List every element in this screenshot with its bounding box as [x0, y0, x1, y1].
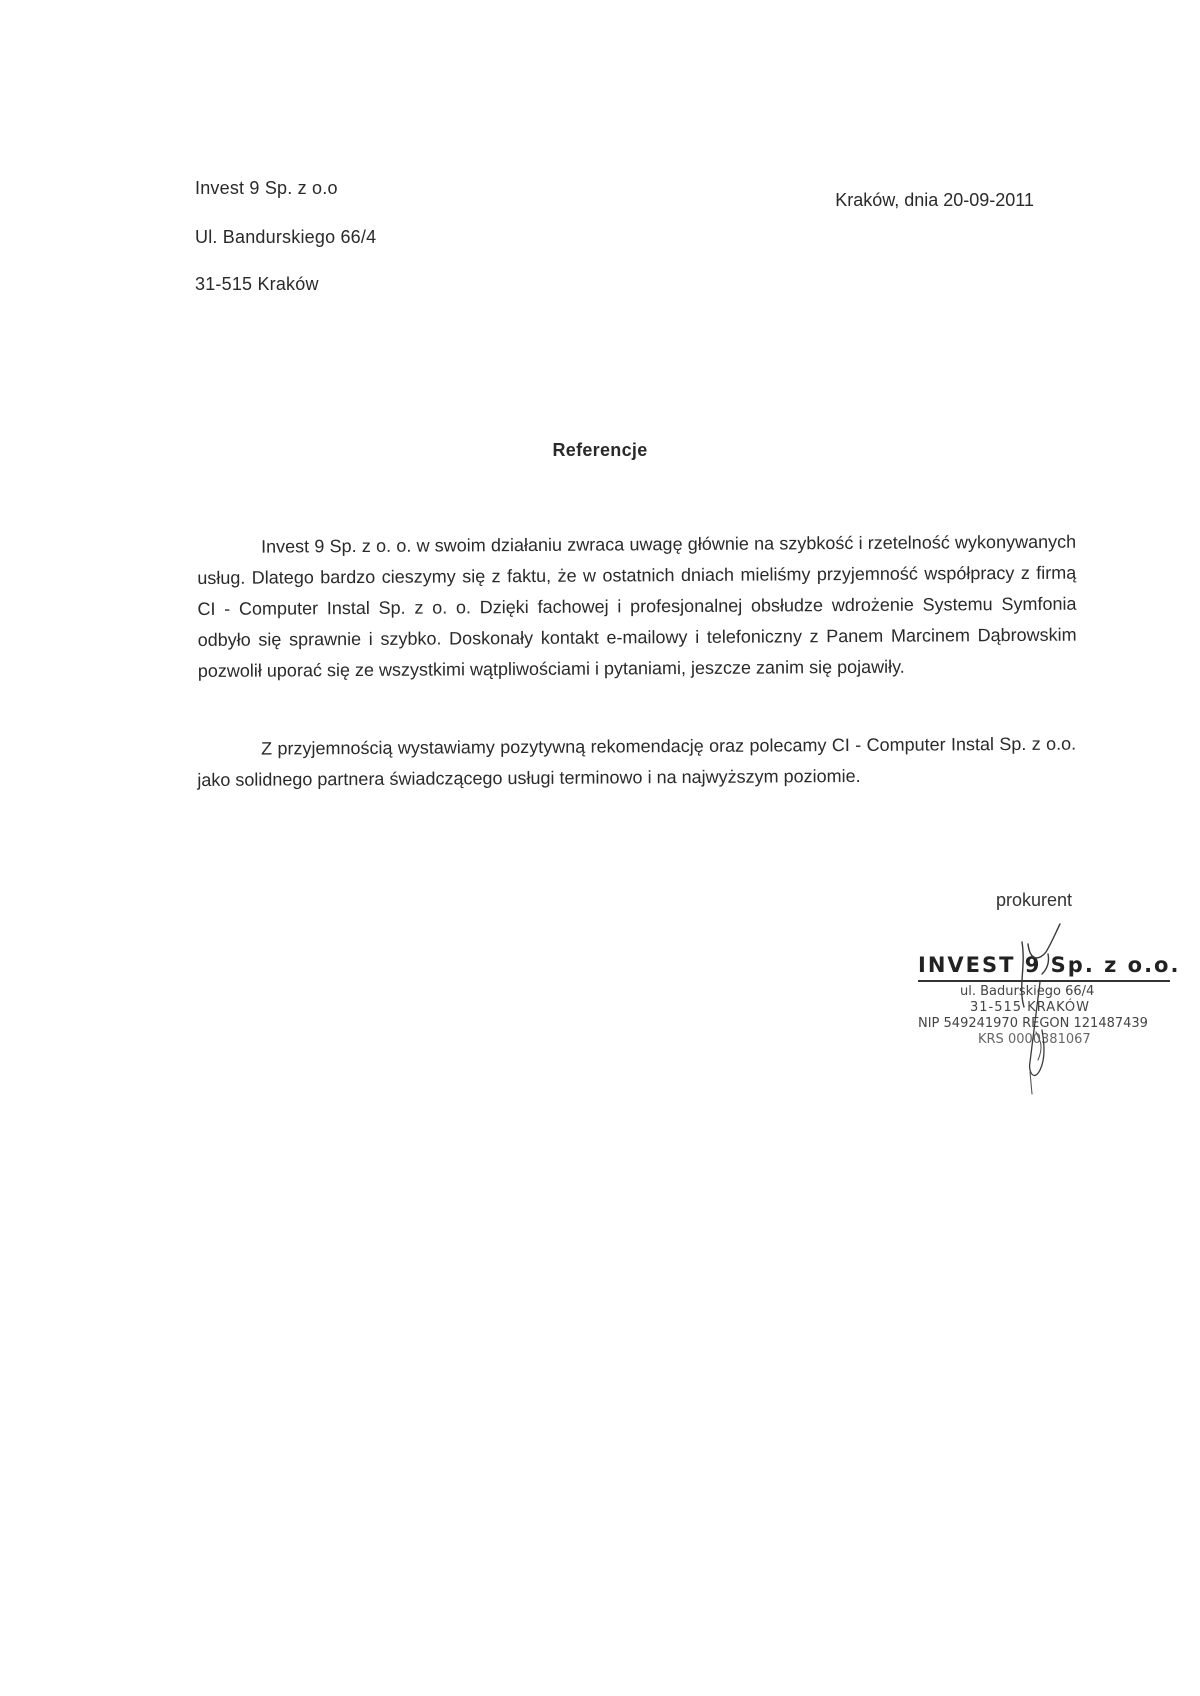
paragraph-1-text: Invest 9 Sp. z o. o. w swoim działaniu zwraca uwagę głównie na szybkość i rzetelność wykonywanych usług. Dlatego bardzo cieszymy się z faktu, że w ostatnich dniach mieliśmy przyjemność współpracy z firmą CI - Computer Instal Sp. z o. o. Dzięki fachowej i profesjonalnej obsłudze wdrożenie Systemu Symfonia odbyło się sprawnie i szybko. Doskonały kontakt e-mailowy i telefoniczny z Panem Marcinem Dąbrowskim pozwolił uporać się ze wszystkimi wątpliwościami i pytaniami, jeszcze zanim się pojawiły. [197, 531, 1077, 681]
stamp-street: ul. Badurskiego 66/4 [960, 984, 1095, 999]
paragraph-2-text: Z przyjemnością wystawiamy pozytywną rekomendację oraz polecamy CI - Computer Instal Sp. z o.o. jako solidnego partnera świadczącego usługi terminowo i na najwyższym poziomie. [197, 733, 1077, 790]
stamp-city: 31-515 KRAKÓW [970, 1000, 1091, 1015]
signatory-role: prokurent [996, 890, 1073, 910]
body-paragraph-2 [197, 729, 1076, 796]
stamp-nip-regon: NIP 549241970 REGON 121487439 [918, 1016, 1148, 1031]
sender-street: Ul. Bandurskiego 66/4 [195, 227, 377, 247]
body-paragraph-1 [197, 527, 1077, 687]
sender-city: 31-515 Kraków [195, 274, 319, 294]
sender-company: Invest 9 Sp. z o.o [195, 178, 338, 198]
signature-block [900, 888, 1190, 1098]
letter-title: Referencje [552, 440, 648, 460]
stamp-krs: KRS 0000381067 [978, 1032, 1091, 1047]
letter-date: Kraków, dnia 20-09-2011 [835, 190, 1034, 210]
stamp-company-name: INVEST 9 Sp. z o.o. [918, 953, 1181, 977]
handwritten-signature [1000, 912, 1080, 1102]
